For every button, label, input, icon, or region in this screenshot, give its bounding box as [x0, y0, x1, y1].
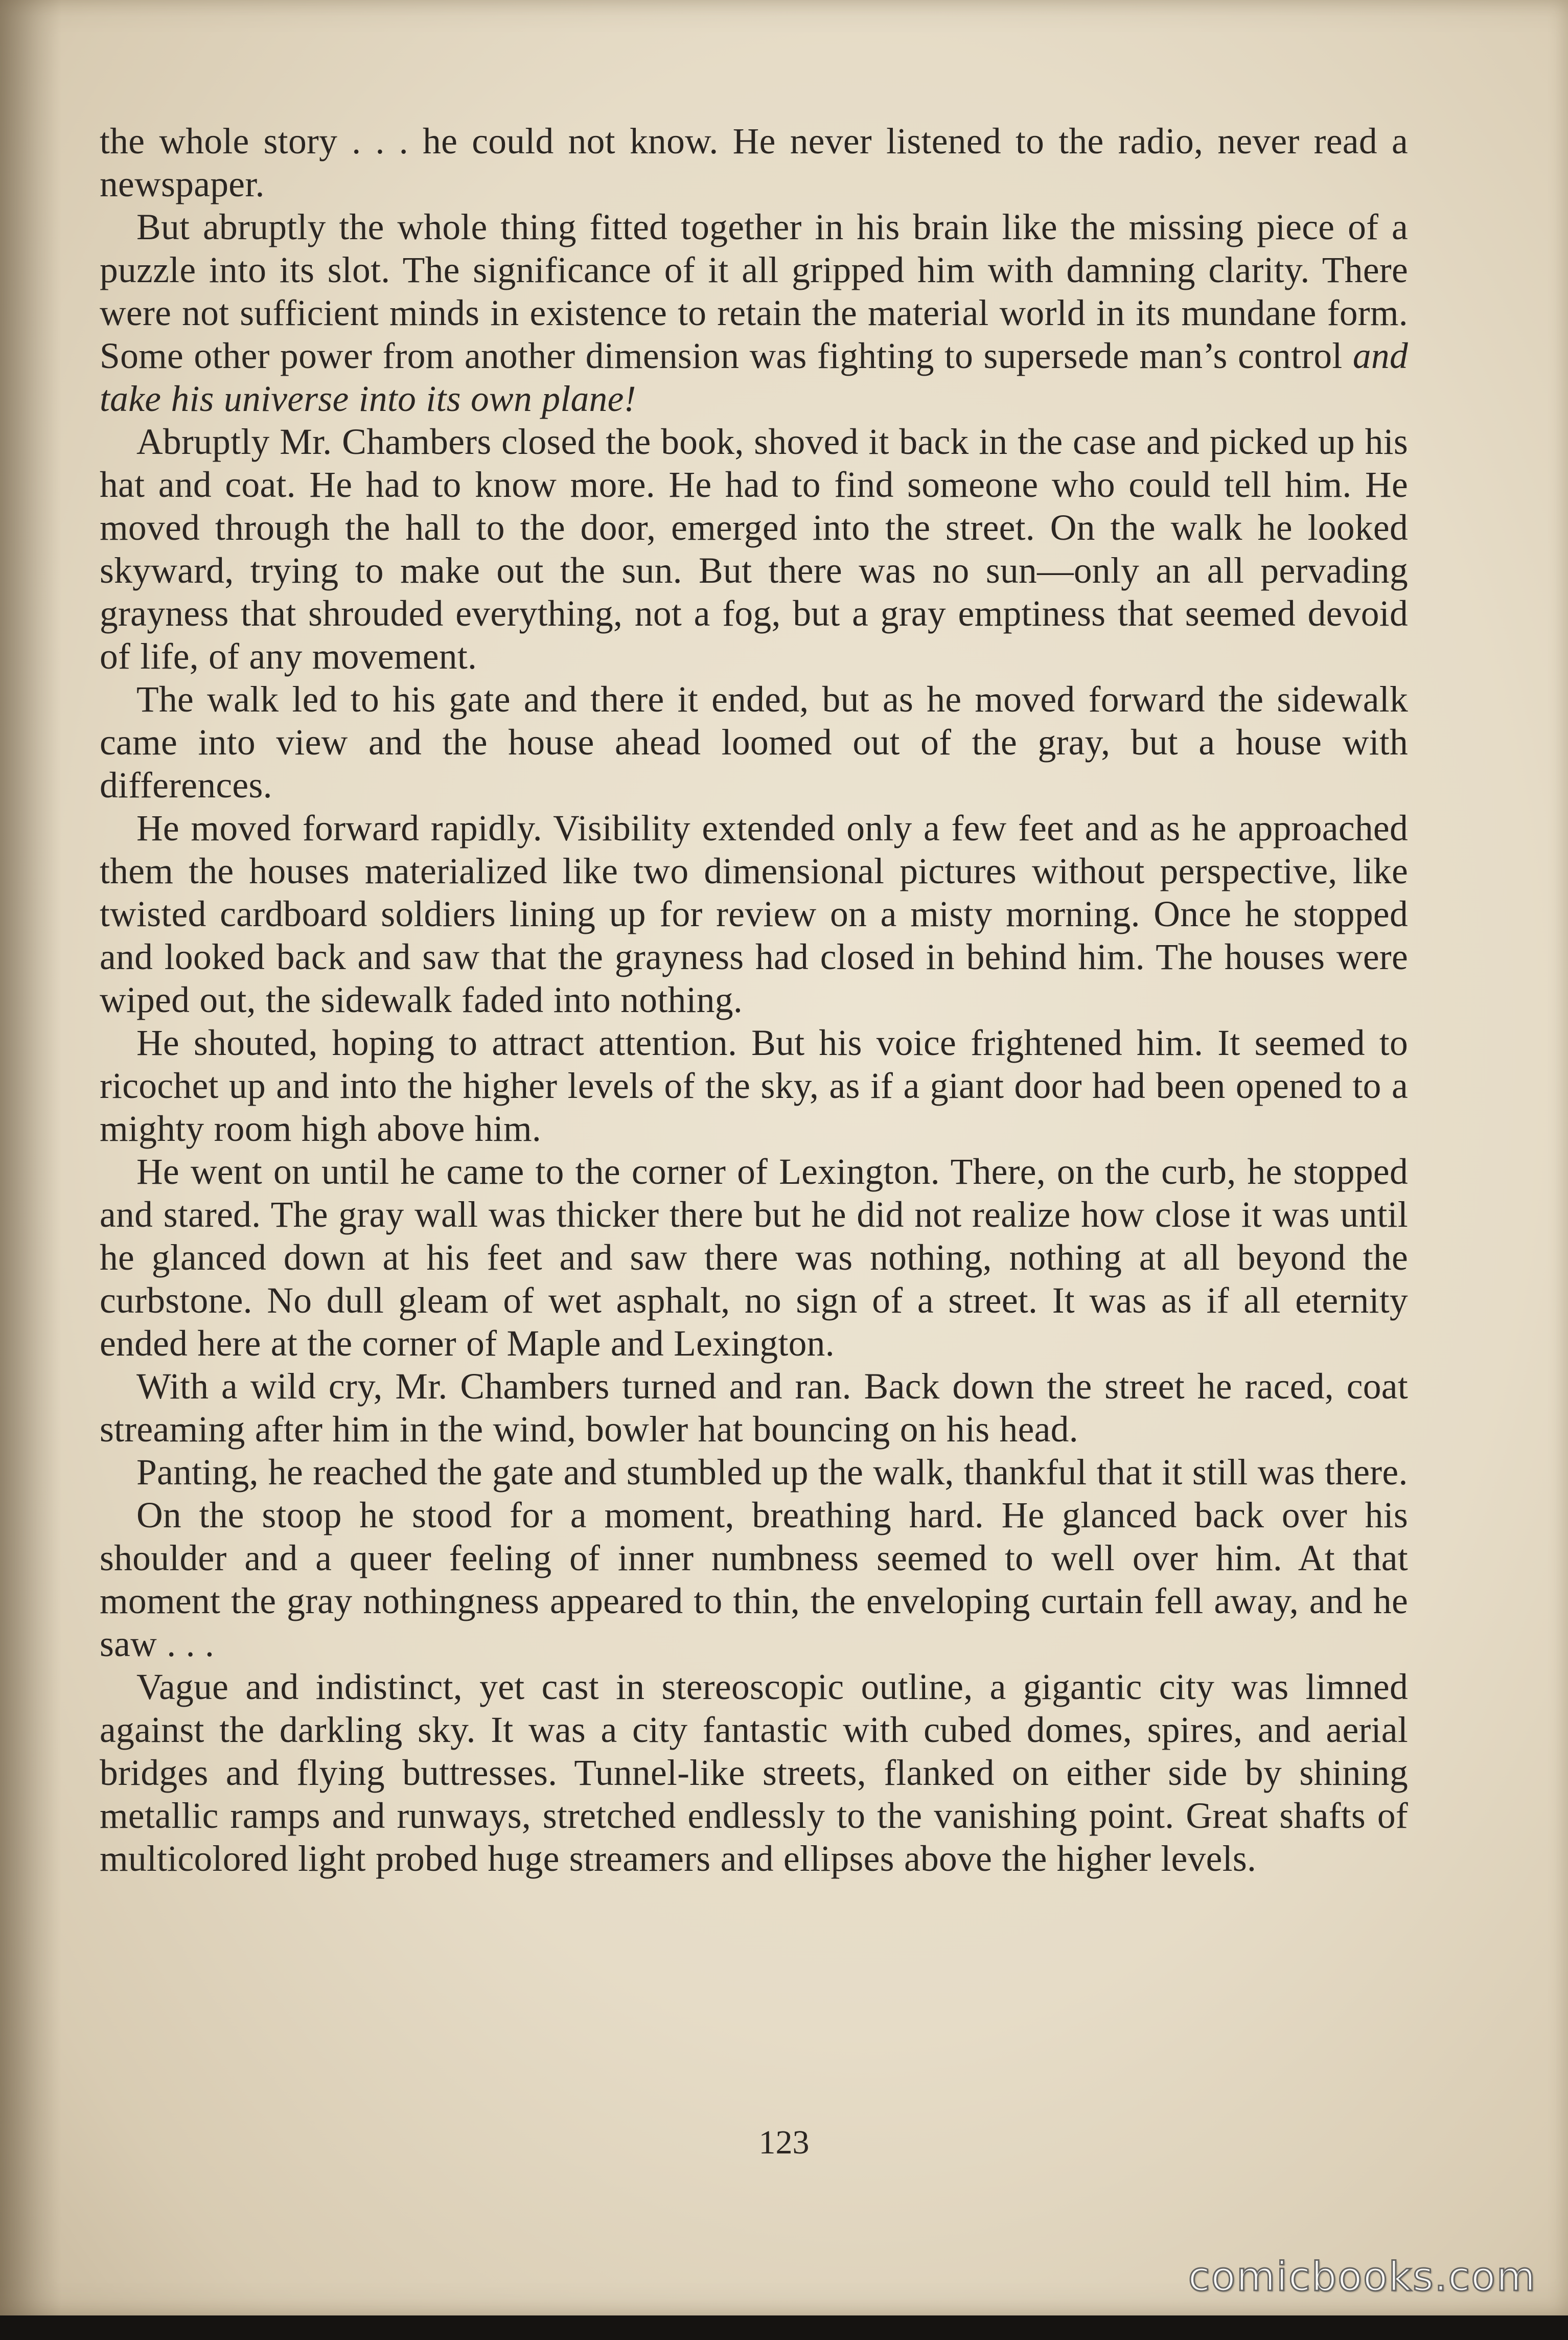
paragraph-7: He went on until he came to the corner of Lexington. There, on the curb, he stopped and stared. The gray wall was thicker there but he did not realize how close it was until he glanced down at his feet and saw there was nothing, nothing at all beyond the curbstone. No dull gleam of wet asphalt, no sign of a street. It was as if all eternity ended here at the corner of Maple and Lexington.: [100, 1152, 1408, 1364]
paragraph-11: Vague and indistinct, yet cast in stereoscopic outline, a gigantic city was limned against the darkling sky. It was a city fantastic with cubed domes, spires, and aerial bridges and flying buttresses. Tunnel-like streets, flanked on either side by shining metallic ramps and runways, stretched endlessly to the vanishing point. Great shafts of multicolored light probed huge streamers and ellipses above the higher levels.: [100, 1667, 1408, 1879]
scan-border: [0, 2315, 1568, 2340]
paragraph-8: With a wild cry, Mr. Chambers turned and ran. Back down the street he raced, coat streaming after him in the wind, bowler hat bouncing on his head.: [100, 1366, 1408, 1450]
paragraph-10: On the stoop he stood for a moment, breathing hard. He glanced back over his shoulder and a queer feeling of inner numbness seemed to well over him. At that moment the gray nothingness appeared to thin, the enveloping curtain fell away, and he saw . . .: [100, 1495, 1408, 1664]
paragraph-3: Abruptly Mr. Chambers closed the book, shoved it back in the case and picked up his hat and coat. He had to know more. He had to find someone who could tell him. He moved through the hall to the door, emerged into the street. On the walk he looked skyward, trying to make out the sun. But there was no sun—only an all pervading grayness that shrouded everything, not a fog, but a gray emptiness that seemed devoid of life, of any movement.: [100, 422, 1408, 677]
spine-shadow: [0, 0, 61, 2315]
paragraph-4: The walk led to his gate and there it ended, but as he moved forward the sidewalk came into view and the house ahead loomed out of the gray, but a house with differences.: [100, 679, 1408, 806]
paragraph-6: He shouted, hoping to attract attention. But his voice frightened him. It seemed to ricochet up and into the higher levels of the sky, as if a giant door had been opened to a mighty room high above him.: [100, 1023, 1408, 1149]
page-number: 123: [758, 2124, 810, 2161]
paragraph-5: He moved forward rapidly. Visibility extended only a few feet and as he approached them the houses materialized like two dimensional pictures without perspective, like twisted cardboard soldiers lining up for review on a misty morning. Once he stopped and looked back and saw that the grayness had closed in behind him. The houses were wiped out, the sidewalk faded into nothing.: [100, 808, 1408, 1020]
paragraph-1: the whole story . . . he could not know. He never listened to the radio, never read a newspaper.: [100, 121, 1408, 204]
paragraph-2-text: But abruptly the whole thing fitted together in his brain like the missing piece of a puzzle into its slot. The significance of it all gripped him with damning clarity. There were not sufficient minds in existence to retain the material world in its mundane form. Some other power from another dimension was fighting to supersede man’s control: [100, 207, 1408, 376]
watermark-logo: comicbooks.com: [1188, 2254, 1536, 2300]
paragraph-2: [100, 206, 1408, 421]
body-text: [100, 120, 1408, 1880]
paragraph-2-italic: and take his universe into its own plane!: [100, 336, 1408, 419]
paragraph-9: Panting, he reached the gate and stumbled up the walk, thankful that it still was there.: [136, 1452, 1408, 1493]
